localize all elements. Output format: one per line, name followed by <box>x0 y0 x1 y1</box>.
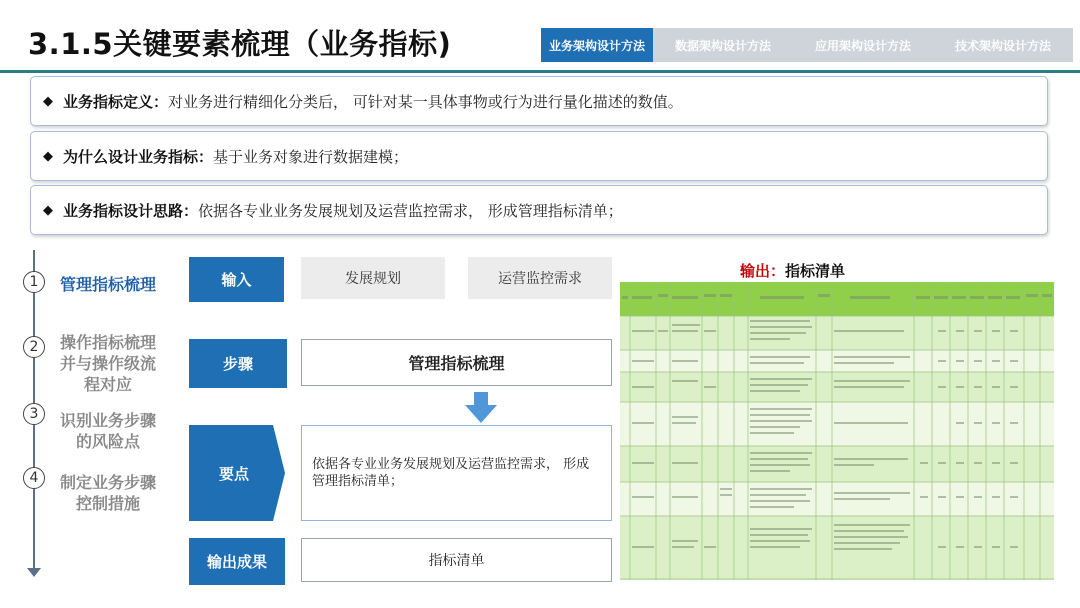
definition-value: 基于业务对象进行数据建模； <box>213 147 409 166</box>
diamond-bullet-icon: ◆ <box>43 148 53 164</box>
step-label[interactable]: 操作指标梳理并与操作级流程对应 <box>59 333 156 394</box>
tab-technology-architecture[interactable]: 技术架构设计方法 <box>933 28 1073 62</box>
definition-value: 对业务进行精细化分类后， 可针对某一具体事物或行为进行量化描述的数值。 <box>168 92 683 111</box>
definition-key: 业务指标定义： <box>63 92 169 111</box>
step-label[interactable]: 管理指标梳理 <box>59 275 156 294</box>
step-number: 3 <box>23 403 45 425</box>
definition-box <box>30 131 1048 181</box>
step-number: 2 <box>23 336 45 358</box>
definition-box <box>30 185 1048 235</box>
indicator-list-spreadsheet-image <box>620 282 1054 580</box>
key-point-label: 要点 <box>218 464 249 483</box>
output-sheet-title-main: 指标清单 <box>785 262 846 280</box>
definition-key: 为什么设计业务指标： <box>63 147 214 166</box>
key-point-text: 依据各专业业务发展规划及运营监控需求， 形成管理指标清单； <box>312 457 590 489</box>
step-label-box: 步骤 <box>189 339 287 388</box>
output-sheet-title-prefix: 输出： <box>740 262 786 280</box>
step-value-box: 管理指标梳理 <box>301 339 612 386</box>
definition-value: 依据各专业业务发展规划及运营监控需求， 形成管理指标清单； <box>198 201 623 220</box>
step-label[interactable]: 识别业务步骤的风险点 <box>59 411 156 451</box>
header-divider <box>0 70 1080 73</box>
output-sheet-title <box>740 260 845 281</box>
tab-data-architecture[interactable]: 数据架构设计方法 <box>653 28 793 62</box>
step-number: 1 <box>23 271 45 293</box>
output-label-box: 输出成果 <box>189 538 285 585</box>
diamond-bullet-icon: ◆ <box>43 202 53 218</box>
input-item-monitoring-needs: 运营监控需求 <box>468 257 612 299</box>
definition-key: 业务指标设计思路： <box>63 201 199 220</box>
nav-tabs <box>541 28 1073 62</box>
tab-application-architecture[interactable]: 应用架构设计方法 <box>793 28 933 62</box>
step-label[interactable]: 制定业务步骤控制措施 <box>59 473 156 513</box>
step-number: 4 <box>23 467 45 489</box>
tab-business-architecture[interactable]: 业务架构设计方法 <box>541 28 653 62</box>
definition-box <box>30 76 1048 126</box>
output-value-box: 指标清单 <box>301 538 612 582</box>
page-title: 3.1.5关键要素梳理（业务指标) <box>28 27 452 61</box>
input-label-box: 输入 <box>189 257 284 302</box>
timeline-arrow-icon <box>27 568 41 577</box>
diamond-bullet-icon: ◆ <box>43 93 53 109</box>
down-arrow-icon <box>463 392 499 424</box>
input-item-development-plan: 发展规划 <box>301 257 445 299</box>
key-point-text-box <box>301 425 612 521</box>
